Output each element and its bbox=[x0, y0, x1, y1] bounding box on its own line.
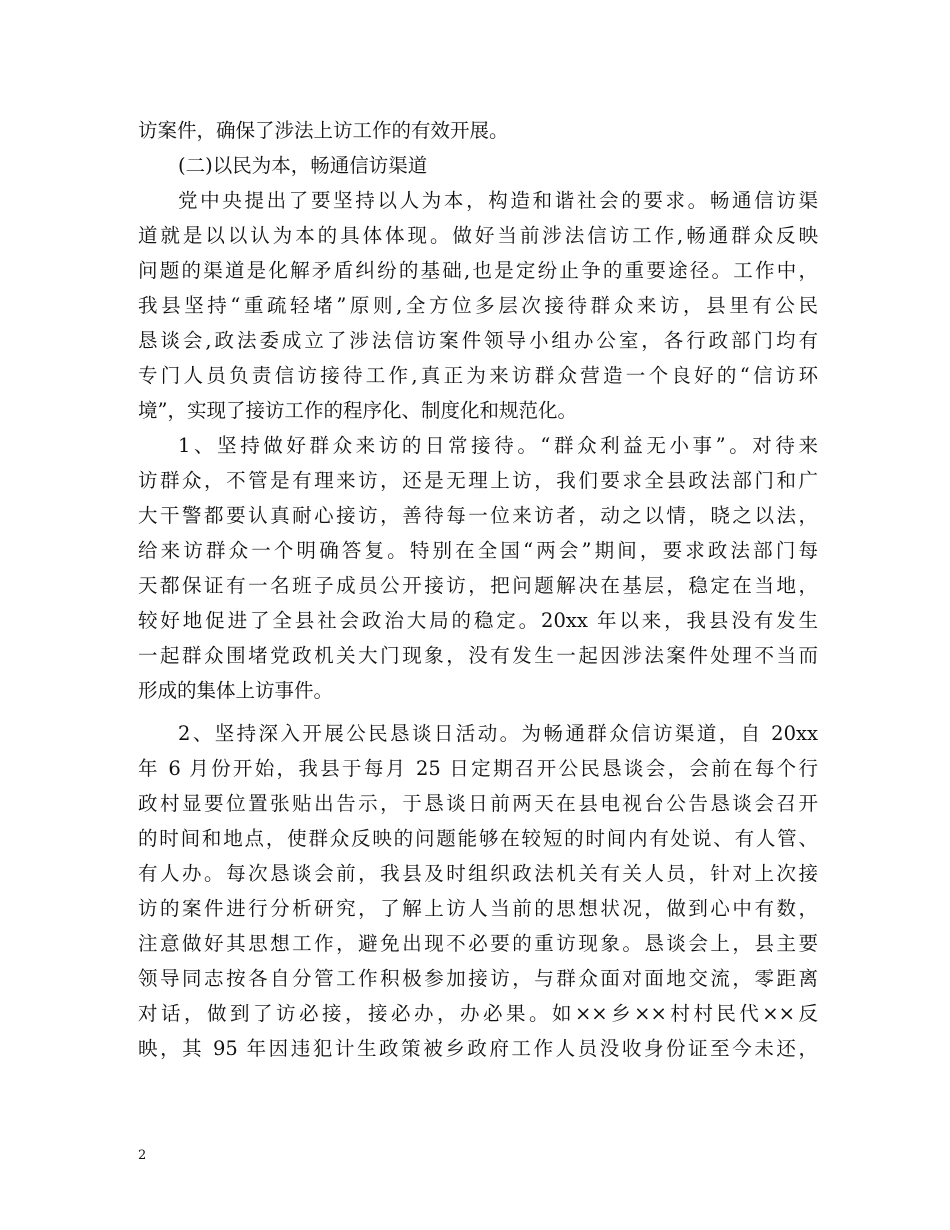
text-line: 道就是以以认为本的具体体现。做好当前涉法信访工作,畅通群众反映 bbox=[138, 224, 818, 247]
text-line: 访的案件进行分析研究，了解上访人当前的思想状况，做到心中有数， bbox=[138, 897, 818, 920]
text-line: 党中央提出了要坚持以人为本，构造和谐社会的要求。畅通信访渠 bbox=[178, 189, 818, 212]
text-line: 映，其 95 年因违犯计生政策被乡政府工作人员没收身份证至今未还， bbox=[138, 1037, 818, 1060]
text-line: 政村显要位置张贴出告示，于恳谈日前两天在县电视台公告恳谈会召开 bbox=[138, 792, 818, 815]
text-line: 年 6 月份开始，我县于每月 25 日定期召开公民恳谈会，会前在每个行 bbox=[138, 757, 818, 780]
text-line: 境”，实现了接访工作的程序化、制度化和规范化。 bbox=[138, 399, 577, 422]
text-line: 领导同志按各自分管工作积极参加接访，与群众面对面地交流，零距离 bbox=[138, 967, 818, 990]
text-line: 的时间和地点，使群众反映的问题能够在较短的时间内有处说、有人管、 bbox=[138, 827, 818, 850]
text-line: 专门人员负责信访接待工作,真正为来访群众营造一个良好的“信访环 bbox=[138, 364, 818, 387]
text-line: 较好地促进了全县社会政治大局的稳定。20xx 年以来，我县没有发生 bbox=[138, 609, 818, 632]
text-line: 给来访群众一个明确答复。特别在全国“两会”期间，要求政法部门每 bbox=[138, 539, 818, 562]
text-line: 形成的集体上访事件。 bbox=[138, 679, 334, 702]
text-line: 访案件，确保了涉法上访工作的有效开展。 bbox=[138, 119, 509, 142]
text-line: 恳谈会,政法委成立了涉法信访案件领导小组办公室，各行政部门均有 bbox=[138, 329, 818, 352]
body-text bbox=[138, 113, 818, 1066]
text-line: 问题的渠道是化解矛盾纠纷的基础,也是定纷止争的重要途径。工作中， bbox=[138, 259, 818, 282]
text-line: 2、坚持深入开展公民恳谈日活动。为畅通群众信访渠道，自 20xx bbox=[178, 722, 818, 745]
text-line: 1、坚持做好群众来访的日常接待。“群众利益无小事”。对待来 bbox=[178, 434, 818, 457]
text-line: 大干警都要认真耐心接访，善待每一位来访者，动之以情，晓之以法， bbox=[138, 504, 818, 527]
text-line: 访群众，不管是有理来访，还是无理上访，我们要求全县政法部门和广 bbox=[138, 469, 818, 492]
text-line: 天都保证有一名班子成员公开接访，把问题解决在基层，稳定在当地， bbox=[138, 574, 818, 597]
text-line: 有人办。每次恳谈会前，我县及时组织政法机关有关人员，针对上次接 bbox=[138, 862, 818, 885]
text-line: 一起群众围堵党政机关大门现象，没有发生一起因涉法案件处理不当而 bbox=[138, 644, 818, 667]
text-line: 我县坚持“重疏轻堵”原则,全方位多层次接待群众来访，县里有公民 bbox=[138, 294, 818, 317]
page-number: 2 bbox=[138, 1148, 147, 1163]
section-heading: (二)以民为本，畅通信访渠道 bbox=[178, 154, 428, 177]
text-line: 对话，做到了访必接，接必办，办必果。如××乡××村村民代××反 bbox=[138, 1002, 818, 1025]
text-line: 注意做好其思想工作，避免出现不必要的重访现象。恳谈会上，县主要 bbox=[138, 932, 818, 955]
